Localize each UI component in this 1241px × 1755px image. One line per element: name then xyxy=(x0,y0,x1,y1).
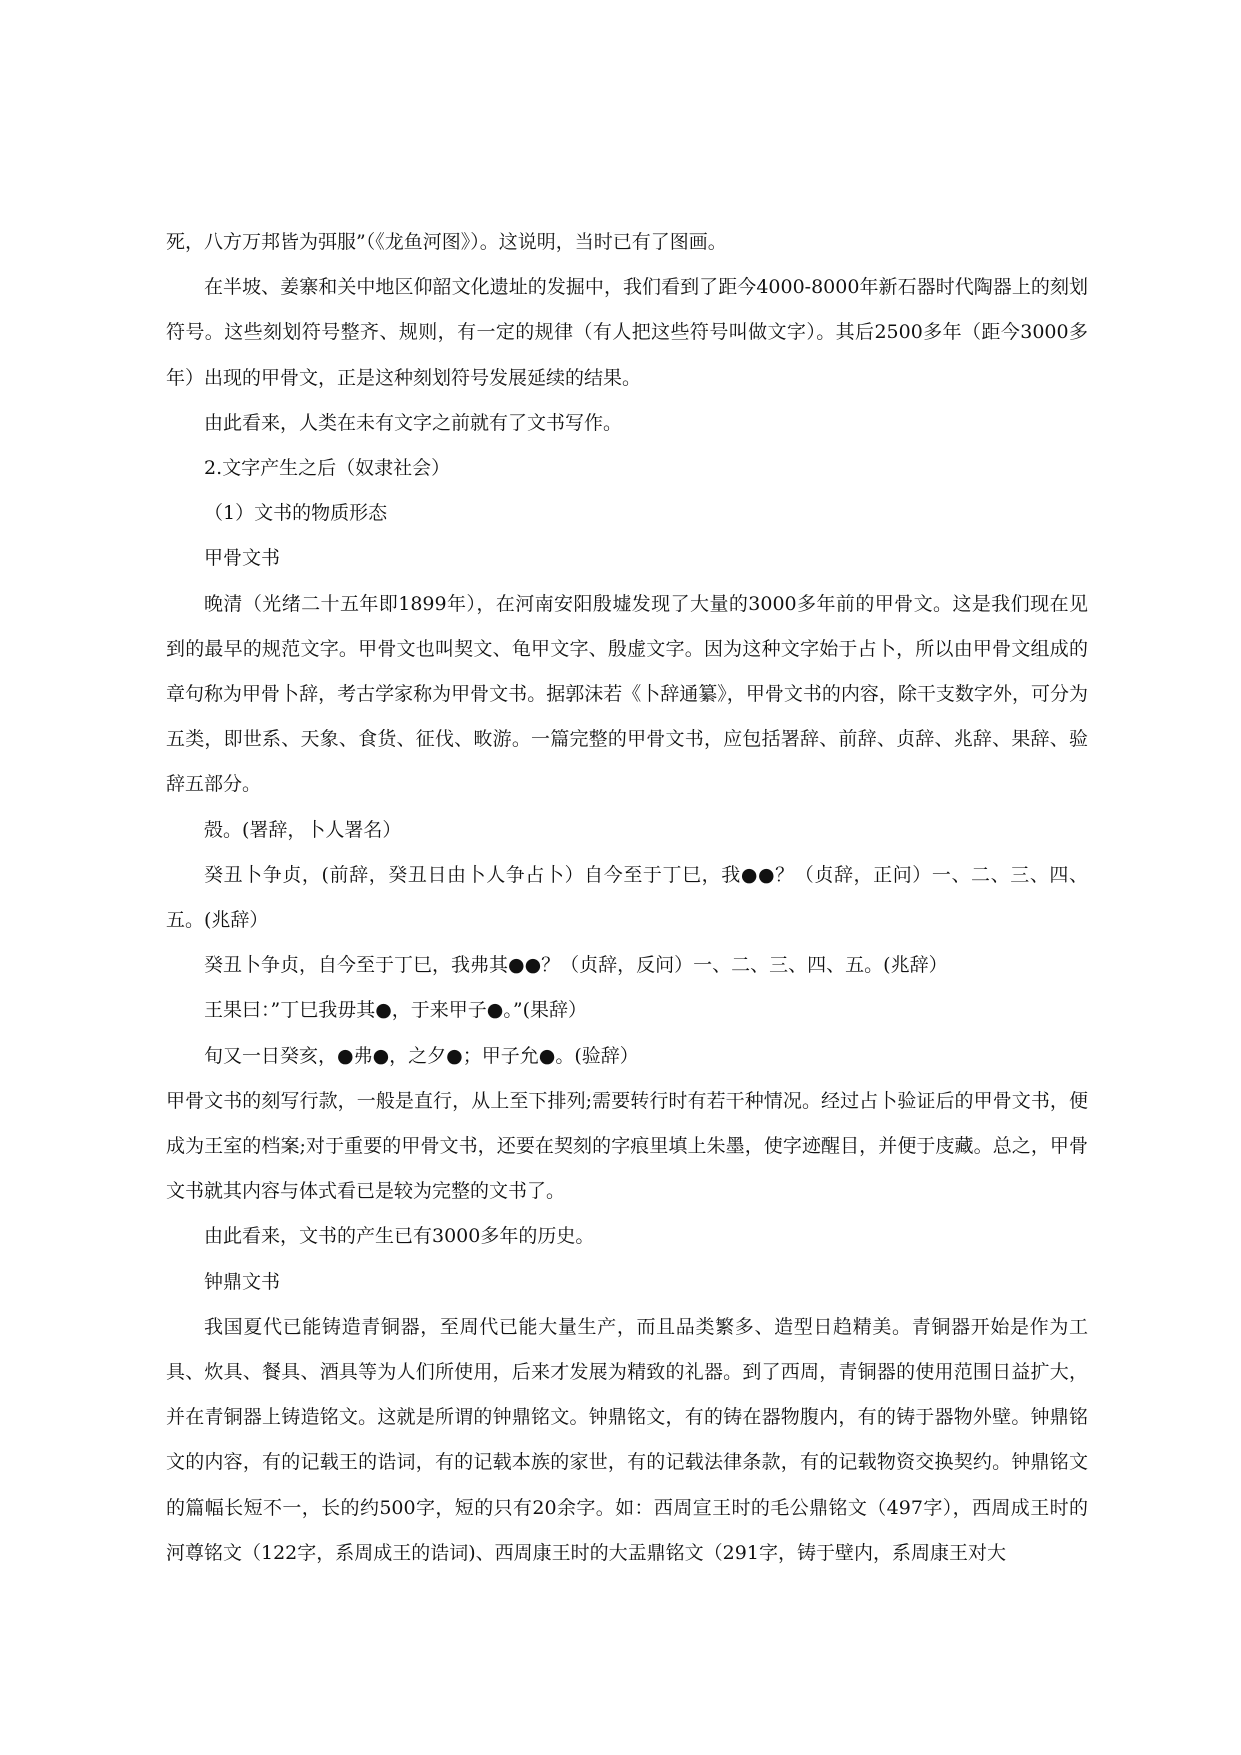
example-line-2: 癸丑卜争贞，(前辞，癸丑日由卜人争占卜）自今至于丁巳，我●●？（贞辞，正问）一、二、三、四、五。(兆辞） xyxy=(166,863,1088,932)
example-line-4: 王果曰：”丁巳我毋其●，于来甲子●。”(果辞） xyxy=(204,999,587,1022)
paragraph-2: 在半坡、姜寨和关中地区仰韶文化遗址的发掘中，我们看到了距今4000-8000年新石器时代陶器上的刻划符号。这些刻划符号整齐、规则，有一定的规律（有人把这些符号叫做文字）。其后2500多年（距今3000多年）出现的甲骨文，正是这种刻划符号发展延续的结果。 xyxy=(166,276,1088,389)
example-line-5: 旬又一日癸亥，●弗●，之夕●；甲子允●。(验辞） xyxy=(204,1044,639,1067)
example-line-3: 癸丑卜争贞，自今至于丁巳，我弗其●●？（贞辞，反问）一、二、三、四、五。(兆辞） xyxy=(204,954,948,977)
paragraph-oracle-bone-format: 甲骨文书的刻写行款，一般是直行，从上至下排列;需要转行时有若干种情况。经过占卜验证后的甲骨文书，便成为王室的档案;对于重要的甲骨文书，还要在契刻的字痕里填上朱墨，使字迹醒目，并便于庋藏。总之，甲骨文书就其内容与体式看已是较为完整的文书了。 xyxy=(166,1089,1088,1203)
paragraph-1: 死，八方万邦皆为弭服”（《龙鱼河图》）。这说明，当时已有了图画。 xyxy=(166,231,727,253)
topic-heading-oracle-bone: 甲骨文书 xyxy=(204,547,281,570)
paragraph-conclusion: 由此看来，文书的产生已有3000多年的历史。 xyxy=(204,1225,595,1248)
paragraph-oracle-bone-intro: 晚清（光绪二十五年即1899年），在河南安阳殷墟发现了大量的3000多年前的甲骨文。这是我们现在见到的最早的规范文字。甲骨文也叫契文、龟甲文字、殷虚文字。因为这种文字始于占卜，所以由甲骨文组成的章句称为甲骨卜辞，考古学家称为甲骨文书。据郭沫若《卜辞通纂》，甲骨文书的内容，除干支数字外，可分为五类，即世系、天象、食货、征伐、畋游。一篇完整的甲骨文书，应包括署辞、前辞、贞辞、兆辞、果辞、验辞五部分。 xyxy=(166,592,1088,796)
subsection-heading-1: （1）文书的物质形态 xyxy=(204,502,388,525)
topic-heading-bronze: 钟鼎文书 xyxy=(204,1270,281,1293)
example-line-1: 殻。(署辞，卜人署名） xyxy=(204,818,402,841)
document-body xyxy=(166,220,1088,1576)
paragraph-3: 由此看来，人类在未有文字之前就有了文书写作。 xyxy=(204,411,623,434)
section-heading-2: 2.文字产生之后（奴隶社会） xyxy=(204,457,451,480)
paragraph-bronze-intro: 我国夏代已能铸造青铜器，至周代已能大量生产，而且品类繁多、造型日趋精美。青铜器开始是作为工具、炊具、餐具、酒具等为人们所使用，后来才发展为精致的礼器。到了西周，青铜器的使用范围日益扩大，并在青铜器上铸造铭文。这就是所谓的钟鼎铭文。钟鼎铭文，有的铸在器物腹内，有的铸于器物外壁。钟鼎铭文的内容，有的记载王的诰词，有的记载本族的家世，有的记载法律条款，有的记载物资交换契约。钟鼎铭文的篇幅长短不一，长的约500字，短的只有20余字。如：西周宣王时的毛公鼎铭文（497字），西周成王时的河尊铭文（122字，系周成王的诰词)、西周康王时的大盂鼎铭文（291字，铸于壁内，系周康王对大 xyxy=(166,1315,1088,1564)
